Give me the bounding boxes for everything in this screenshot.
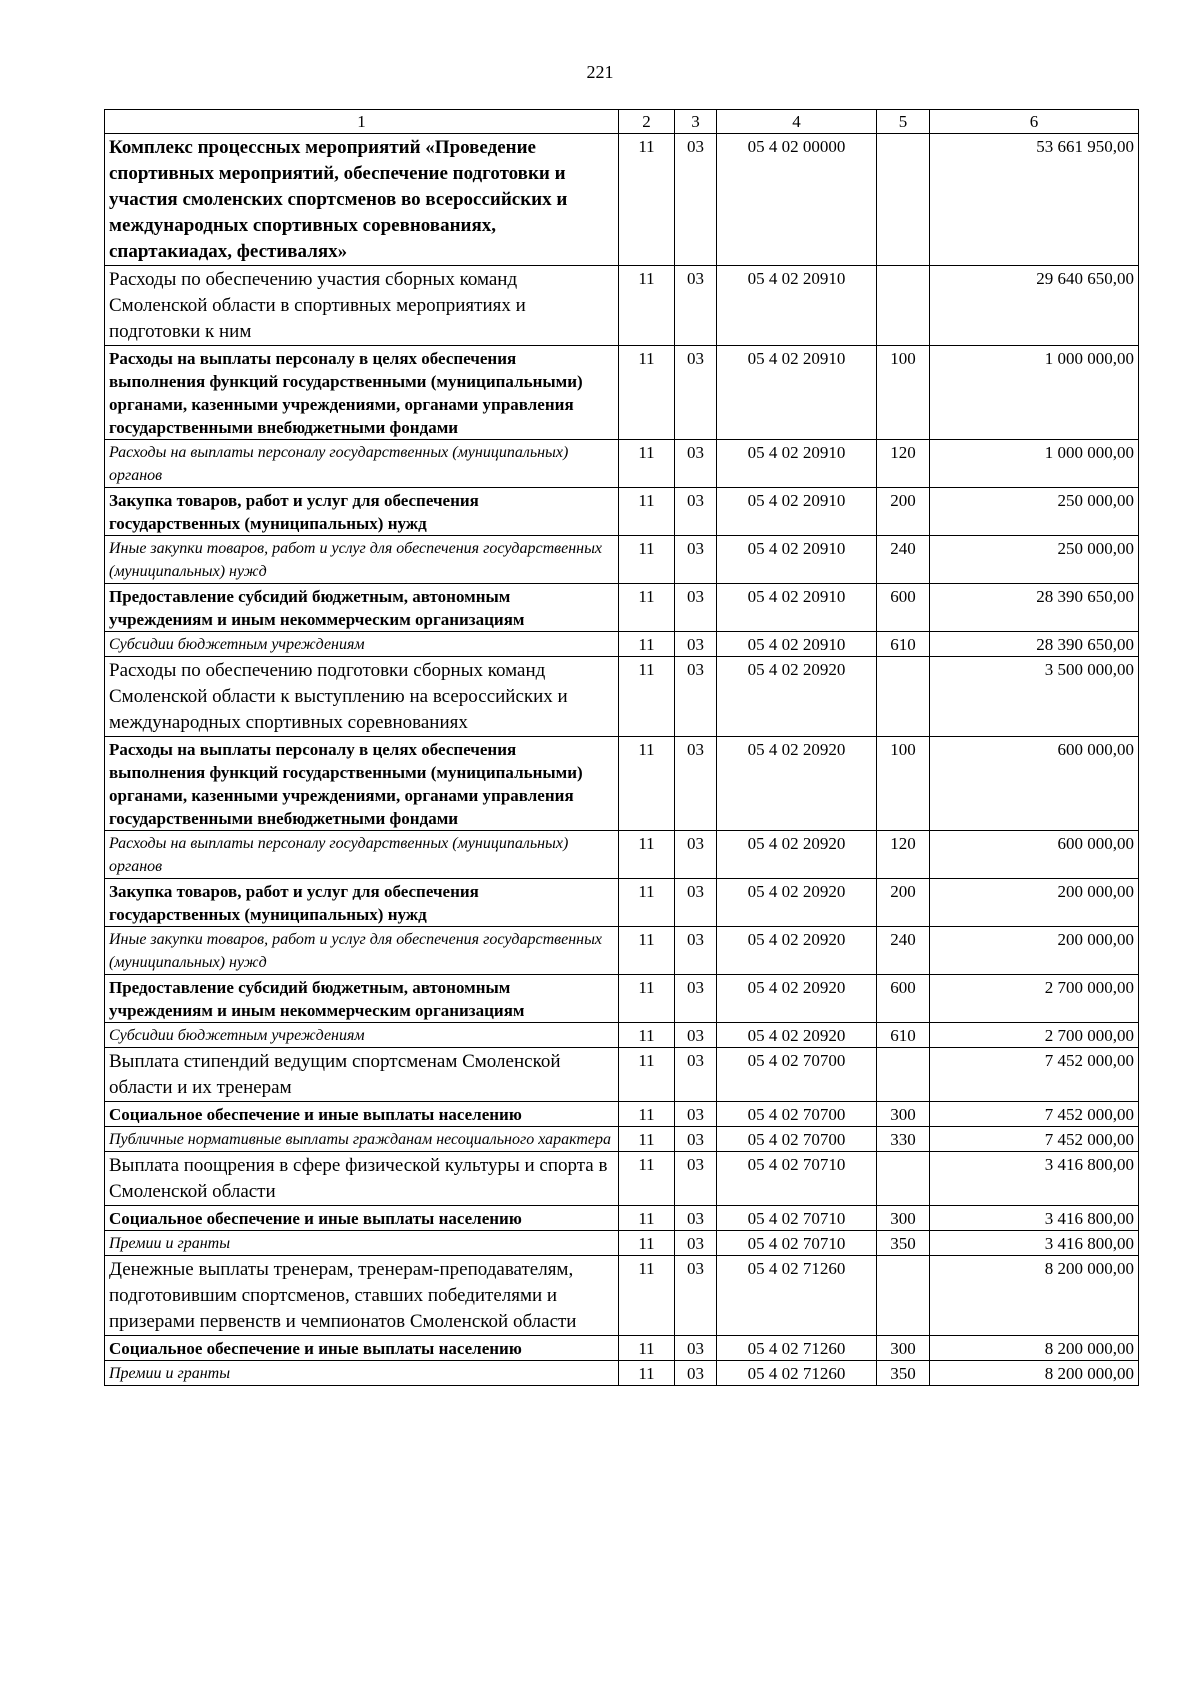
row-name-cell: Премии и гранты [105,1361,619,1386]
row-section-cell: 11 [619,266,675,346]
row-subsection-cell: 03 [675,737,717,831]
row-expense-type-cell: 610 [877,1023,930,1048]
table-row [105,975,1139,1023]
row-section-cell: 11 [619,927,675,975]
table-row [105,488,1139,536]
table-row [105,1152,1139,1206]
table-row [105,657,1139,737]
row-target-code-cell: 05 4 02 20920 [717,737,877,831]
row-name-cell: Расходы на выплаты персоналу государственных (муниципальных) органов [105,831,619,879]
row-section-cell: 11 [619,975,675,1023]
row-name-cell: Премии и гранты [105,1231,619,1256]
row-expense-type-cell: 240 [877,927,930,975]
row-subsection-cell: 03 [675,1102,717,1127]
table-row [105,737,1139,831]
table-row [105,536,1139,584]
table-row [105,1336,1139,1361]
row-section-cell: 11 [619,536,675,584]
row-subsection-cell: 03 [675,927,717,975]
row-section-cell: 11 [619,1023,675,1048]
row-target-code-cell: 05 4 02 20920 [717,657,877,737]
row-amount-cell: 28 390 650,00 [930,584,1139,632]
row-subsection-cell: 03 [675,440,717,488]
row-target-code-cell: 05 4 02 20920 [717,1023,877,1048]
row-subsection-cell: 03 [675,632,717,657]
row-expense-type-cell: 350 [877,1361,930,1386]
column-header-5: 5 [877,110,930,134]
row-name-cell: Иные закупки товаров, работ и услуг для обеспечения государственных (муниципальных) нужд [105,927,619,975]
row-section-cell: 11 [619,1048,675,1102]
row-name-cell: Выплата поощрения в сфере физической культуры и спорта в Смоленской области [105,1152,619,1206]
row-subsection-cell: 03 [675,488,717,536]
row-section-cell: 11 [619,879,675,927]
row-amount-cell: 8 200 000,00 [930,1361,1139,1386]
row-section-cell: 11 [619,737,675,831]
row-name-cell: Выплата стипендий ведущим спортсменам Смоленской области и их тренерам [105,1048,619,1102]
row-expense-type-cell: 120 [877,440,930,488]
row-name-cell: Комплекс процессных мероприятий «Проведение спортивных мероприятий, обеспечение подготовки и участия смоленских спортсменов во всероссийских и международных спортивных соревнованиях, спартакиадах, фестивалях» [105,134,619,266]
row-amount-cell: 1 000 000,00 [930,346,1139,440]
row-target-code-cell: 05 4 02 20910 [717,536,877,584]
table-row [105,1256,1139,1336]
row-amount-cell: 8 200 000,00 [930,1336,1139,1361]
row-section-cell: 11 [619,657,675,737]
row-target-code-cell: 05 4 02 20920 [717,927,877,975]
row-amount-cell: 53 661 950,00 [930,134,1139,266]
row-amount-cell: 200 000,00 [930,879,1139,927]
row-expense-type-cell: 300 [877,1206,930,1231]
row-expense-type-cell [877,266,930,346]
row-amount-cell: 600 000,00 [930,831,1139,879]
row-target-code-cell: 05 4 02 20910 [717,346,877,440]
table-row [105,134,1139,266]
table-row [105,1127,1139,1152]
row-amount-cell: 3 416 800,00 [930,1231,1139,1256]
row-target-code-cell: 05 4 02 70700 [717,1048,877,1102]
row-name-cell: Иные закупки товаров, работ и услуг для обеспечения государственных (муниципальных) нужд [105,536,619,584]
row-subsection-cell: 03 [675,879,717,927]
row-expense-type-cell: 300 [877,1102,930,1127]
row-name-cell: Денежные выплаты тренерам, тренерам-преподавателям, подготовившим спортсменов, ставших победителями и призерами первенств и чемпионатов Смоленской области [105,1256,619,1336]
row-target-code-cell: 05 4 02 20910 [717,488,877,536]
row-name-cell: Расходы по обеспечению участия сборных команд Смоленской области в спортивных мероприятиях и подготовки к ним [105,266,619,346]
row-amount-cell: 28 390 650,00 [930,632,1139,657]
row-section-cell: 11 [619,584,675,632]
budget-table [104,109,1139,1386]
row-subsection-cell: 03 [675,1206,717,1231]
row-section-cell: 11 [619,488,675,536]
row-target-code-cell: 05 4 02 71260 [717,1361,877,1386]
row-expense-type-cell: 610 [877,632,930,657]
table-row [105,1231,1139,1256]
row-subsection-cell: 03 [675,1256,717,1336]
row-subsection-cell: 03 [675,1336,717,1361]
table-row [105,1361,1139,1386]
row-amount-cell: 8 200 000,00 [930,1256,1139,1336]
row-expense-type-cell: 240 [877,536,930,584]
row-section-cell: 11 [619,346,675,440]
row-target-code-cell: 05 4 02 00000 [717,134,877,266]
row-subsection-cell: 03 [675,266,717,346]
table-row [105,927,1139,975]
table-row [105,632,1139,657]
column-header-6: 6 [930,110,1139,134]
row-target-code-cell: 05 4 02 20920 [717,831,877,879]
row-name-cell: Предоставление субсидий бюджетным, автономным учреждениям и иным некоммерческим организациям [105,584,619,632]
row-expense-type-cell [877,134,930,266]
row-target-code-cell: 05 4 02 20910 [717,584,877,632]
row-subsection-cell: 03 [675,584,717,632]
row-subsection-cell: 03 [675,536,717,584]
row-section-cell: 11 [619,1206,675,1231]
table-row [105,1102,1139,1127]
row-expense-type-cell: 300 [877,1336,930,1361]
row-amount-cell: 600 000,00 [930,737,1139,831]
column-header-4: 4 [717,110,877,134]
row-target-code-cell: 05 4 02 20920 [717,975,877,1023]
row-target-code-cell: 05 4 02 70700 [717,1102,877,1127]
row-amount-cell: 2 700 000,00 [930,1023,1139,1048]
column-header-2: 2 [619,110,675,134]
row-name-cell: Субсидии бюджетным учреждениям [105,1023,619,1048]
row-section-cell: 11 [619,1127,675,1152]
row-target-code-cell: 05 4 02 70700 [717,1127,877,1152]
table-row [105,1048,1139,1102]
row-expense-type-cell: 120 [877,831,930,879]
row-subsection-cell: 03 [675,1231,717,1256]
row-expense-type-cell: 100 [877,346,930,440]
row-name-cell: Субсидии бюджетным учреждениям [105,632,619,657]
row-subsection-cell: 03 [675,1361,717,1386]
column-header-1: 1 [105,110,619,134]
row-expense-type-cell [877,1048,930,1102]
table-row [105,584,1139,632]
table-row [105,1023,1139,1048]
table-row [105,831,1139,879]
row-subsection-cell: 03 [675,831,717,879]
row-subsection-cell: 03 [675,1127,717,1152]
page-number: 221 [586,62,614,82]
row-expense-type-cell: 600 [877,975,930,1023]
row-expense-type-cell: 200 [877,488,930,536]
row-section-cell: 11 [619,1256,675,1336]
row-expense-type-cell [877,1152,930,1206]
row-target-code-cell: 05 4 02 20910 [717,440,877,488]
row-target-code-cell: 05 4 02 71260 [717,1336,877,1361]
row-amount-cell: 7 452 000,00 [930,1048,1139,1102]
row-subsection-cell: 03 [675,657,717,737]
row-name-cell: Предоставление субсидий бюджетным, автономным учреждениям и иным некоммерческим организациям [105,975,619,1023]
row-section-cell: 11 [619,440,675,488]
row-target-code-cell: 05 4 02 20910 [717,266,877,346]
row-section-cell: 11 [619,134,675,266]
row-section-cell: 11 [619,632,675,657]
row-name-cell: Расходы на выплаты персоналу в целях обеспечения выполнения функций государственными (муниципальными) органами, казенными учреждениями, органами управления государственными внебюджетными фондами [105,737,619,831]
row-subsection-cell: 03 [675,1023,717,1048]
column-header-3: 3 [675,110,717,134]
row-amount-cell: 7 452 000,00 [930,1127,1139,1152]
table-row [105,266,1139,346]
row-section-cell: 11 [619,831,675,879]
row-expense-type-cell: 330 [877,1127,930,1152]
row-section-cell: 11 [619,1102,675,1127]
row-amount-cell: 29 640 650,00 [930,266,1139,346]
row-target-code-cell: 05 4 02 20920 [717,879,877,927]
row-subsection-cell: 03 [675,134,717,266]
row-target-code-cell: 05 4 02 20910 [717,632,877,657]
row-name-cell: Расходы на выплаты персоналу в целях обеспечения выполнения функций государственными (муниципальными) органами, казенными учреждениями, органами управления государственными внебюджетными фондами [105,346,619,440]
row-name-cell: Закупка товаров, работ и услуг для обеспечения государственных (муниципальных) нужд [105,488,619,536]
table-body [105,134,1139,1386]
row-expense-type-cell [877,1256,930,1336]
row-amount-cell: 3 500 000,00 [930,657,1139,737]
row-name-cell: Расходы по обеспечению подготовки сборных команд Смоленской области к выступлению на всероссийских и международных спортивных соревнованиях [105,657,619,737]
table-row [105,440,1139,488]
row-subsection-cell: 03 [675,346,717,440]
row-section-cell: 11 [619,1152,675,1206]
row-section-cell: 11 [619,1361,675,1386]
row-amount-cell: 3 416 800,00 [930,1206,1139,1231]
row-name-cell: Социальное обеспечение и иные выплаты населению [105,1102,619,1127]
row-amount-cell: 3 416 800,00 [930,1152,1139,1206]
row-expense-type-cell: 600 [877,584,930,632]
row-amount-cell: 250 000,00 [930,488,1139,536]
row-name-cell: Закупка товаров, работ и услуг для обеспечения государственных (муниципальных) нужд [105,879,619,927]
row-target-code-cell: 05 4 02 70710 [717,1206,877,1231]
row-subsection-cell: 03 [675,975,717,1023]
row-section-cell: 11 [619,1231,675,1256]
row-amount-cell: 1 000 000,00 [930,440,1139,488]
row-target-code-cell: 05 4 02 70710 [717,1231,877,1256]
row-subsection-cell: 03 [675,1152,717,1206]
row-expense-type-cell [877,657,930,737]
table-row [105,879,1139,927]
header-row [105,110,1139,134]
row-name-cell: Социальное обеспечение и иные выплаты населению [105,1206,619,1231]
row-expense-type-cell: 100 [877,737,930,831]
row-subsection-cell: 03 [675,1048,717,1102]
row-section-cell: 11 [619,1336,675,1361]
row-name-cell: Публичные нормативные выплаты гражданам несоциального характера [105,1127,619,1152]
row-amount-cell: 7 452 000,00 [930,1102,1139,1127]
row-name-cell: Социальное обеспечение и иные выплаты населению [105,1336,619,1361]
row-target-code-cell: 05 4 02 71260 [717,1256,877,1336]
row-amount-cell: 200 000,00 [930,927,1139,975]
row-expense-type-cell: 200 [877,879,930,927]
row-amount-cell: 250 000,00 [930,536,1139,584]
table-row [105,1206,1139,1231]
table-row [105,346,1139,440]
row-expense-type-cell: 350 [877,1231,930,1256]
row-amount-cell: 2 700 000,00 [930,975,1139,1023]
row-target-code-cell: 05 4 02 70710 [717,1152,877,1206]
row-name-cell: Расходы на выплаты персоналу государственных (муниципальных) органов [105,440,619,488]
